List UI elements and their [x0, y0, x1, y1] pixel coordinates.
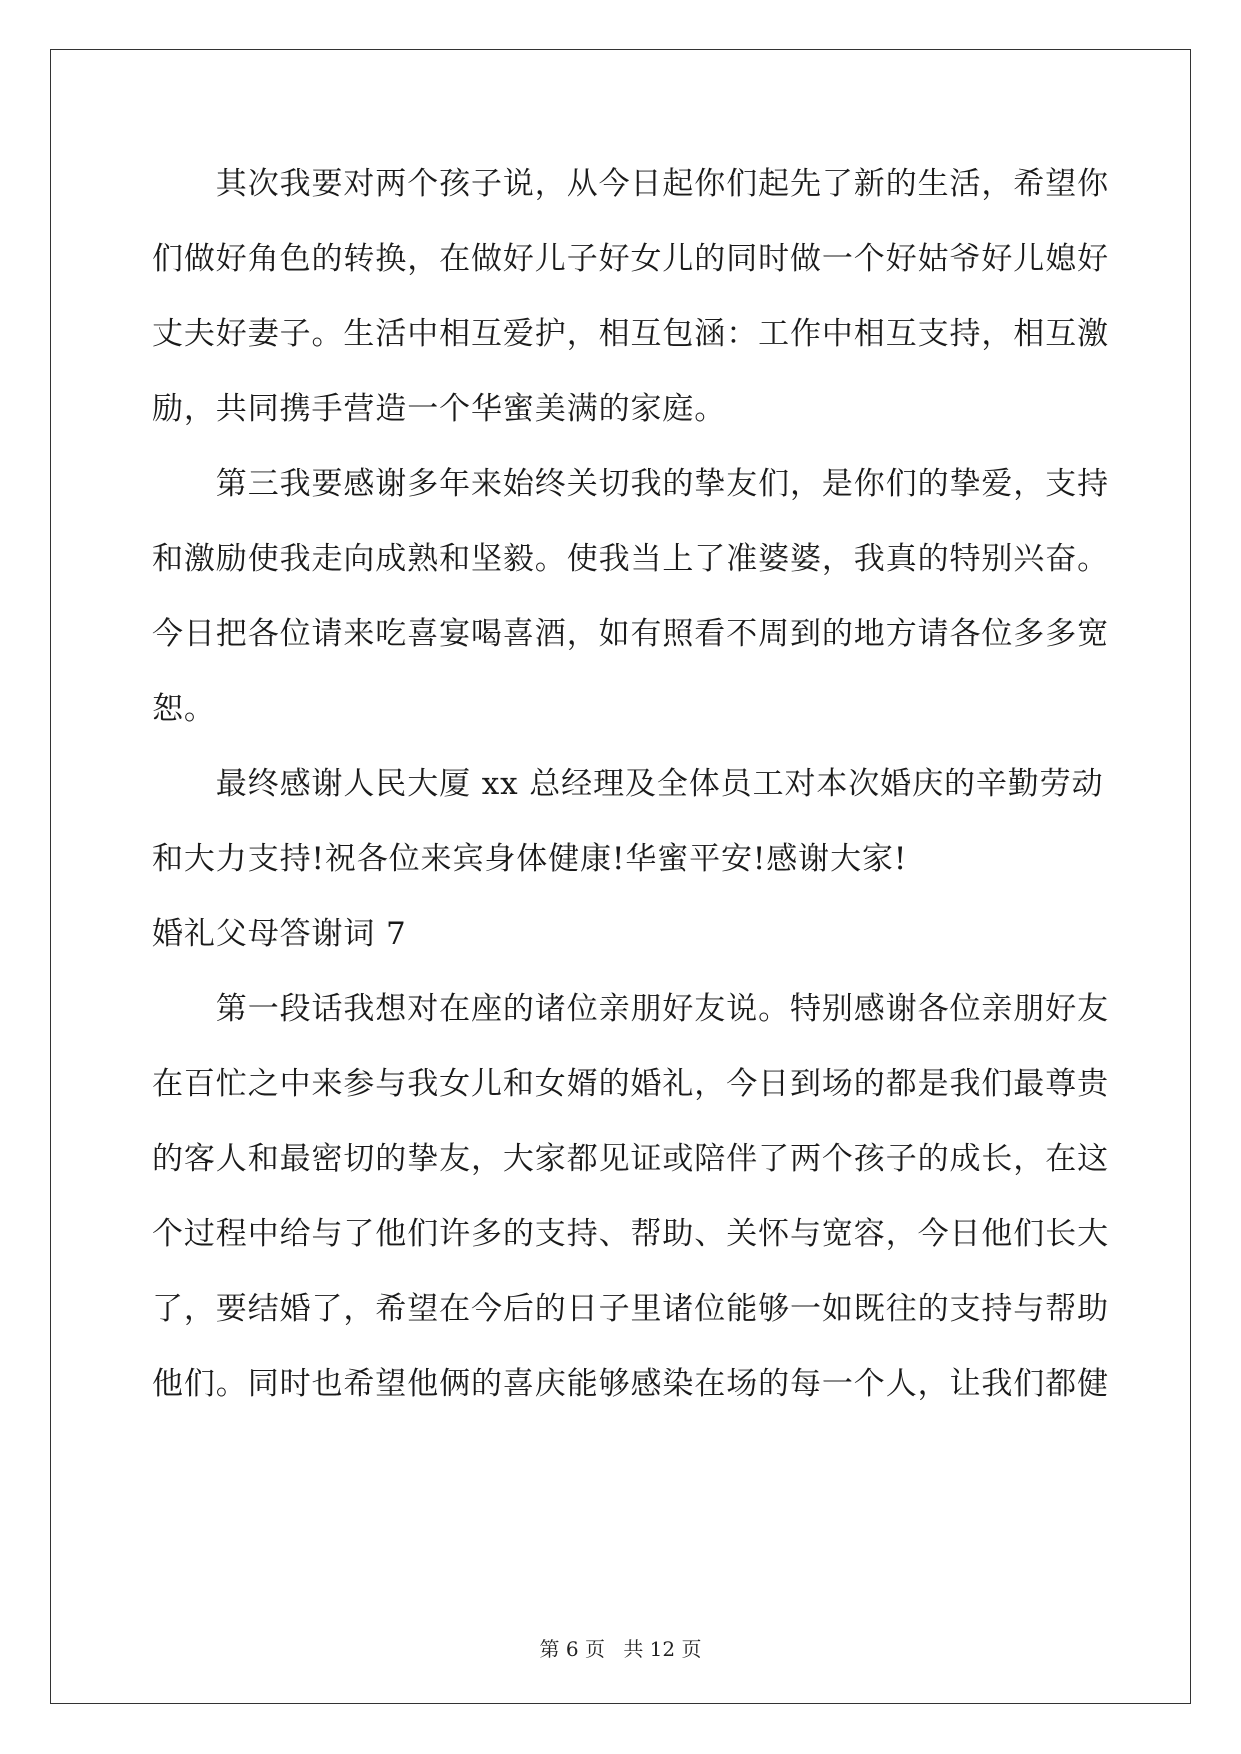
text-line: 最终感谢人民大厦 xx 总经理及全体员工对本次婚庆的辛勤劳动 — [152, 766, 1104, 802]
text-line: 恕。 — [152, 691, 216, 727]
page-number: 第 6 页 — [539, 1637, 605, 1661]
page-total: 共 12 页 — [623, 1637, 702, 1661]
text-line: 和激励使我走向成熟和坚毅。使我当上了准婆婆，我真的特别兴奋。 — [152, 541, 1109, 577]
text-line: 了，要结婚了，希望在今后的日子里诸位能够一如既往的支持与帮助 — [152, 1291, 1109, 1327]
text-line: 个过程中给与了他们许多的支持、帮助、关怀与宽容，今日他们长大 — [152, 1216, 1109, 1252]
text-line: 和大力支持!祝各位来宾身体健康!华蜜平安!感谢大家! — [152, 841, 908, 877]
text-line: 他们。同时也希望他俩的喜庆能够感染在场的每一个人，让我们都健 — [152, 1366, 1109, 1402]
text-line: 励，共同携手营造一个华蜜美满的家庭。 — [152, 391, 727, 427]
section-heading: 婚礼父母答谢词 7 — [152, 916, 407, 952]
text-line: 在百忙之中来参与我女儿和女婿的婚礼，今日到场的都是我们最尊贵 — [152, 1066, 1109, 1102]
text-line: 第一段话我想对在座的诸位亲朋好友说。特别感谢各位亲朋好友 — [152, 991, 1109, 1027]
text-line: 们做好角色的转换，在做好儿子好女儿的同时做一个好姑爷好儿媳好 — [152, 241, 1109, 277]
text-line: 丈夫好妻子。生活中相互爱护，相互包涵：工作中相互支持，相互激 — [152, 316, 1109, 352]
page-footer — [0, 1637, 1241, 1661]
text-line: 今日把各位请来吃喜宴喝喜酒，如有照看不周到的地方请各位多多宽 — [152, 616, 1109, 652]
text-line: 其次我要对两个孩子说，从今日起你们起先了新的生活，希望你 — [152, 166, 1109, 202]
text-line: 第三我要感谢多年来始终关切我的挚友们，是你们的挚爱，支持 — [152, 466, 1109, 502]
text-line: 的客人和最密切的挚友，大家都见证或陪伴了两个孩子的成长，在这 — [152, 1141, 1109, 1177]
